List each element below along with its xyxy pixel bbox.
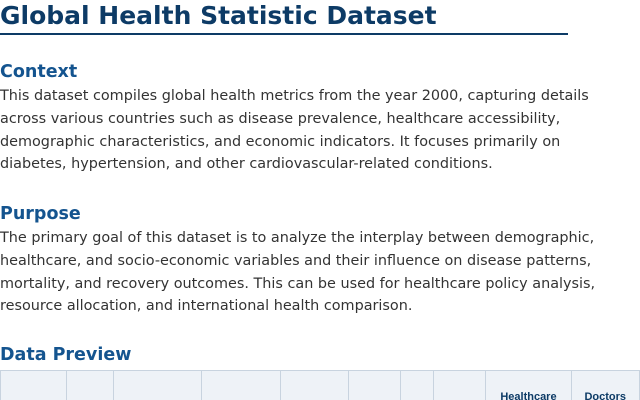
data-preview-heading: Data Preview	[0, 345, 132, 365]
context-line: demographic characteristics, and economic indicators. It focuses primarily on	[0, 133, 561, 150]
context-line: diabetes, hypertension, and other cardiovascular-related conditions.	[0, 156, 493, 173]
column-header[interactable]	[202, 371, 281, 400]
purpose-line: resource allocation, and international health comparison.	[0, 298, 413, 315]
column-header[interactable]	[401, 371, 434, 400]
context-line: This dataset compiles global health metrics from the year 2000, capturing details	[0, 88, 589, 104]
column-header[interactable]	[281, 371, 349, 400]
column-header[interactable]	[66, 371, 113, 400]
data-preview-table	[0, 370, 640, 400]
table-header-row	[1, 371, 640, 400]
purpose-line: mortality, and recovery outcomes. This can be used for healthcare policy analysis,	[0, 275, 596, 292]
context-line: across various countries such as disease prevalence, healthcare accessibility,	[0, 110, 561, 127]
column-header[interactable]	[113, 371, 201, 400]
column-header[interactable]	[434, 371, 486, 400]
purpose-heading: Purpose	[0, 204, 81, 224]
purpose-line: healthcare, and socio-economic variables and their influence on disease patterns,	[0, 252, 592, 269]
column-header-healthcare[interactable]: Healthcare	[486, 371, 571, 400]
column-header[interactable]	[1, 371, 67, 400]
context-heading: Context	[0, 62, 78, 82]
page-title: Global Health Statistic Dataset	[0, 0, 568, 35]
purpose-paragraph	[0, 227, 596, 318]
purpose-line: The primary goal of this dataset is to analyze the interplay between demographic,	[0, 230, 595, 246]
column-header[interactable]	[348, 371, 400, 400]
column-header-doctors[interactable]: Doctors	[571, 371, 639, 400]
context-paragraph	[0, 85, 589, 176]
